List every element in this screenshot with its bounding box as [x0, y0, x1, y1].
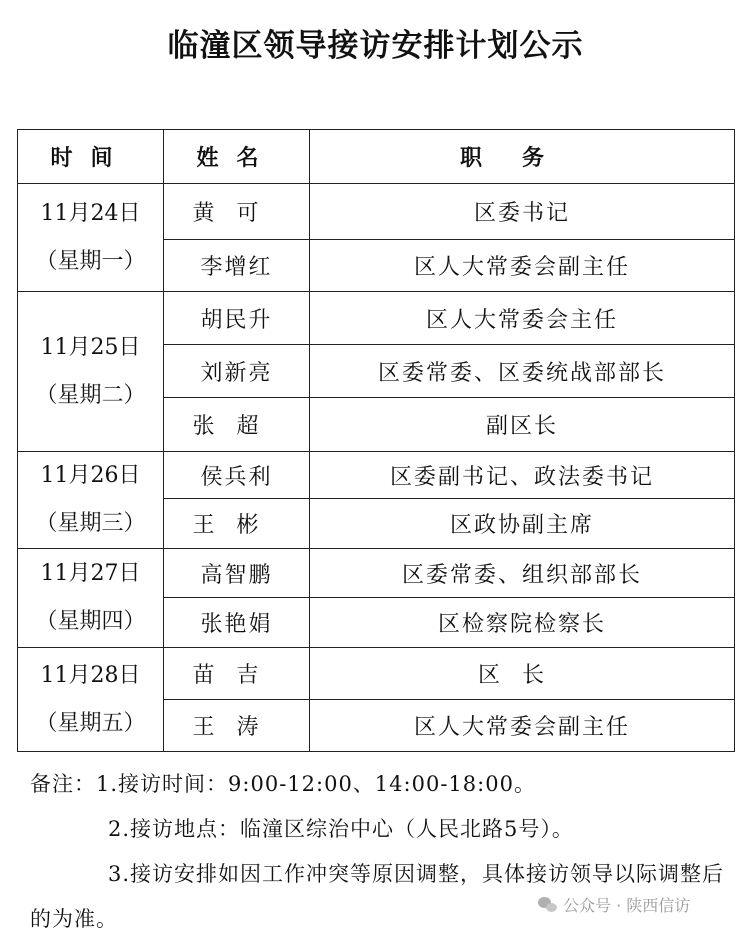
post-cell: 区委常委、区委统战部部长	[310, 345, 735, 398]
date-text: 11月24日	[40, 200, 141, 226]
date-cell	[18, 549, 164, 648]
name-cell: 侯兵利	[164, 452, 310, 499]
header-name: 姓名	[164, 130, 310, 184]
date-cell	[18, 452, 164, 549]
table-row	[18, 292, 735, 345]
header-time: 时间	[18, 130, 164, 184]
post-cell: 区人大常委会副主任	[310, 700, 735, 752]
watermark	[538, 893, 690, 916]
date-text: 11月25日	[40, 334, 141, 360]
schedule-table	[17, 129, 735, 752]
date-text: 11月26日	[40, 463, 141, 488]
post-cell: 区委常委、组织部部长	[310, 549, 735, 598]
post-cell: 区政协副主席	[310, 499, 735, 549]
name-cell: 张超	[164, 398, 310, 452]
weekday-text: （星期二）	[35, 382, 146, 408]
date-cell	[18, 292, 164, 452]
header-post: 职务	[310, 130, 735, 184]
table-header-row	[18, 130, 735, 184]
post-cell: 区检察院检察长	[310, 598, 735, 648]
watermark-text: 公众号 · 陕西信访	[563, 896, 691, 915]
table-row	[18, 648, 735, 700]
weekday-text: （星期五）	[35, 710, 146, 736]
table-row	[18, 452, 735, 499]
post-cell: 区委副书记、政法委书记	[310, 452, 735, 499]
name-cell: 胡民升	[164, 292, 310, 345]
note-line-2: 2.接访地点：临潼区综治中心（人民北路5号）。	[108, 817, 574, 841]
weekday-text: （星期三）	[35, 511, 146, 536]
post-cell: 区委书记	[310, 184, 735, 240]
table-row	[18, 184, 735, 240]
name-cell: 黄可	[164, 184, 310, 240]
post-cell: 区人大常委会主任	[310, 292, 735, 345]
date-cell	[18, 184, 164, 292]
page-title: 临潼区领导接访安排计划公示	[167, 28, 584, 64]
weekday-text: （星期一）	[35, 248, 146, 274]
name-cell: 刘新亮	[164, 345, 310, 398]
note-line-1: 备注：1.接访时间：9:00-12:00、14:00-18:00。	[30, 772, 536, 796]
date-cell	[18, 648, 164, 752]
date-text: 11月28日	[40, 662, 141, 688]
post-cell: 区长	[310, 648, 735, 700]
post-cell: 副区长	[310, 398, 735, 452]
name-cell: 高智鹏	[164, 549, 310, 598]
weekday-text: （星期四）	[35, 609, 146, 634]
post-cell: 区人大常委会副主任	[310, 240, 735, 292]
name-cell: 李增红	[164, 240, 310, 292]
wechat-icon	[538, 897, 558, 913]
date-text: 11月27日	[40, 561, 141, 586]
name-cell: 张艳娟	[164, 598, 310, 648]
note-line-3: 3.接访安排如因工作冲突等原因调整，具体接访领导以际调整后的为准。	[30, 862, 725, 931]
name-cell: 王彬	[164, 499, 310, 549]
name-cell: 苗吉	[164, 648, 310, 700]
name-cell: 王涛	[164, 700, 310, 752]
table-row	[18, 549, 735, 598]
